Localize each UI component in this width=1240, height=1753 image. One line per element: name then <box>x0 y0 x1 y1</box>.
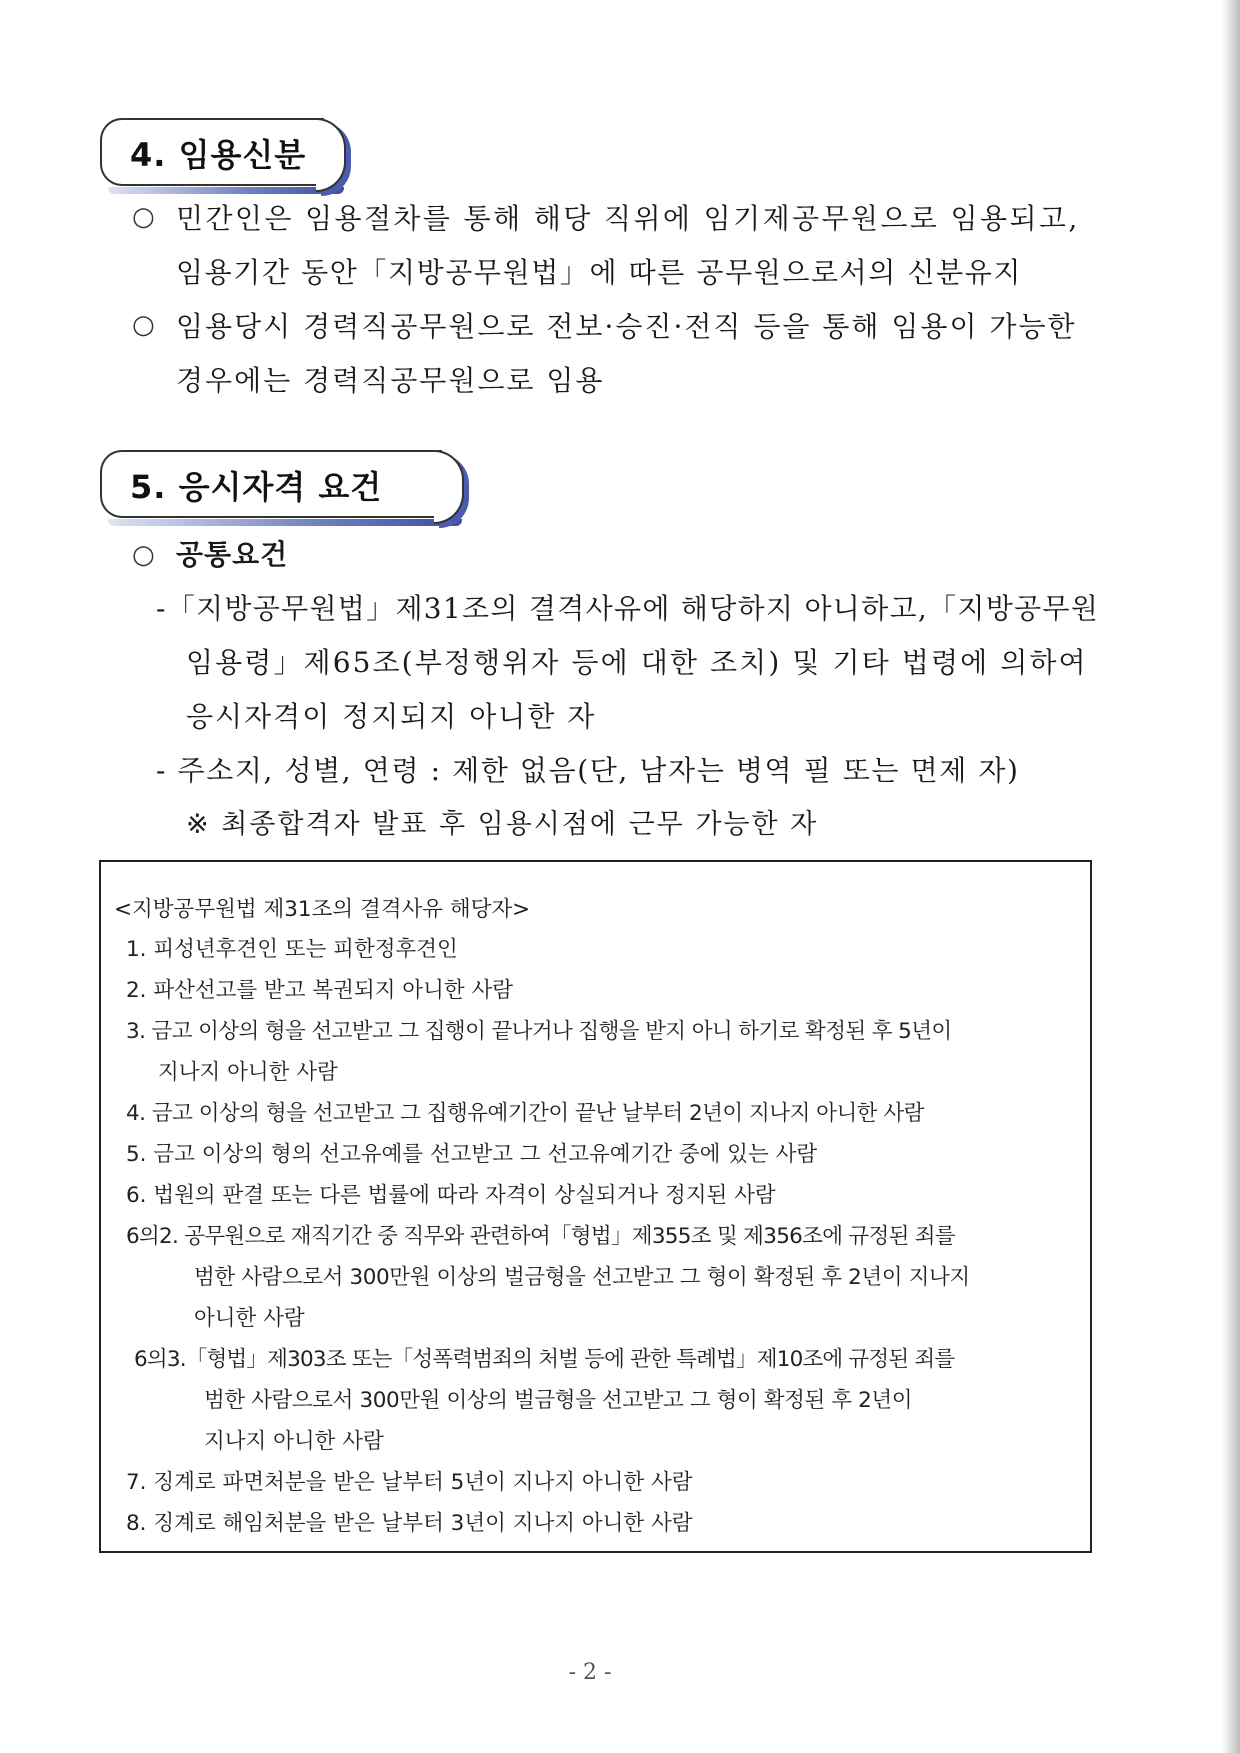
disqualification-item: 5. 금고 이상의 형의 선고유예를 선고받고 그 선고유예기간 중에 있는 사람 <box>126 1142 818 1167</box>
requirement-1-line-2: 임용령」제65조(부정행위자 등에 대한 조치) 및 기타 법령에 의하여 <box>186 646 1088 679</box>
section-4-bullet-1-line-1: 민간인은 임용절차를 통해 해당 직위에 임기제공무원으로 임용되고, <box>176 202 1080 235</box>
section-4-header-cap <box>316 118 346 192</box>
section-4-bullet-2-line-2: 경우에는 경력직공무원으로 임용 <box>176 364 605 397</box>
disqualification-item: 7. 징계로 파면처분을 받은 날부터 5년이 지나지 아니한 사람 <box>126 1470 693 1495</box>
disqualification-item: 6의3.「형법」제303조 또는「성폭력범죄의 처벌 등에 관한 특례법」제10조에 규정된 죄를 <box>134 1347 955 1372</box>
disqualification-item: 2. 파산선고를 받고 복권되지 아니한 사람 <box>126 978 513 1003</box>
disqualification-item-continued: 지나지 아니한 사람 <box>158 1060 338 1085</box>
disqualification-item: 1. 피성년후견인 또는 피한정후견인 <box>126 937 458 962</box>
page-number: - 2 - <box>568 1660 612 1685</box>
section-4-title: 4. 임용신분 <box>130 136 307 174</box>
circle-bullet-icon: ○ <box>132 310 155 340</box>
section-5-header <box>100 450 442 518</box>
requirement-1-line-3: 응시자격이 정지되지 아니한 자 <box>186 700 597 733</box>
disqualification-item-continued: 범한 사람으로서 300만원 이상의 벌금형을 선고받고 그 형이 확정된 후 2년이 지나지 <box>194 1265 970 1290</box>
requirement-2-line-1: - 주소지, 성별, 연령 : 제한 없음(단, 남자는 병역 필 또는 면제 자) <box>156 754 1020 787</box>
page-edge-shade <box>1222 0 1240 1753</box>
section-4-bullet-1-line-2: 임용기간 동안「지방공무원법」에 따른 공무원으로서의 신분유지 <box>176 256 1023 289</box>
disqualification-item: 4. 금고 이상의 형을 선고받고 그 집행유예기간이 끝난 날부터 2년이 지나지 아니한 사람 <box>126 1101 924 1126</box>
disqualification-box-heading: <지방공무원법 제31조의 결격사유 해당자> <box>114 897 531 922</box>
disqualification-item: 8. 징계로 해임처분을 받은 날부터 3년이 지나지 아니한 사람 <box>126 1511 693 1536</box>
section-4-bullet-2-line-1: 임용당시 경력직공무원으로 전보·승진·전직 등을 통해 임용이 가능한 <box>176 310 1077 343</box>
section-5-header-underline <box>108 519 462 526</box>
requirement-2-note: ※ 최종합격자 발표 후 임용시점에 근무 가능한 자 <box>186 809 819 840</box>
disqualification-item-continued: 지나지 아니한 사람 <box>204 1429 384 1454</box>
section-5-title: 5. 응시자격 요건 <box>130 468 383 506</box>
disqualification-item-continued: 범한 사람으로서 300만원 이상의 벌금형을 선고받고 그 형이 확정된 후 2년이 <box>204 1388 913 1413</box>
disqualification-item: 6. 법원의 판결 또는 다른 법률에 따라 자격이 상실되거나 정지된 사람 <box>126 1183 776 1208</box>
disqualification-item-continued: 아니한 사람 <box>194 1306 305 1331</box>
circle-bullet-icon: ○ <box>132 540 155 570</box>
common-requirements-label: 공통요건 <box>176 538 289 571</box>
circle-bullet-icon: ○ <box>132 202 155 232</box>
section-5-header-cap <box>434 450 464 524</box>
requirement-1-line-1: -「지방공무원법」제31조의 결격사유에 해당하지 아니하고,「지방공무원 <box>156 592 1100 625</box>
disqualification-item: 3. 금고 이상의 형을 선고받고 그 집행이 끝나거나 집행을 받지 아니 하기로 확정된 후 5년이 <box>126 1019 952 1044</box>
section-4-header <box>100 118 324 186</box>
disqualification-item: 6의2. 공무원으로 재직기간 중 직무와 관련하여「형법」제355조 및 제356조에 규정된 죄를 <box>126 1224 955 1249</box>
